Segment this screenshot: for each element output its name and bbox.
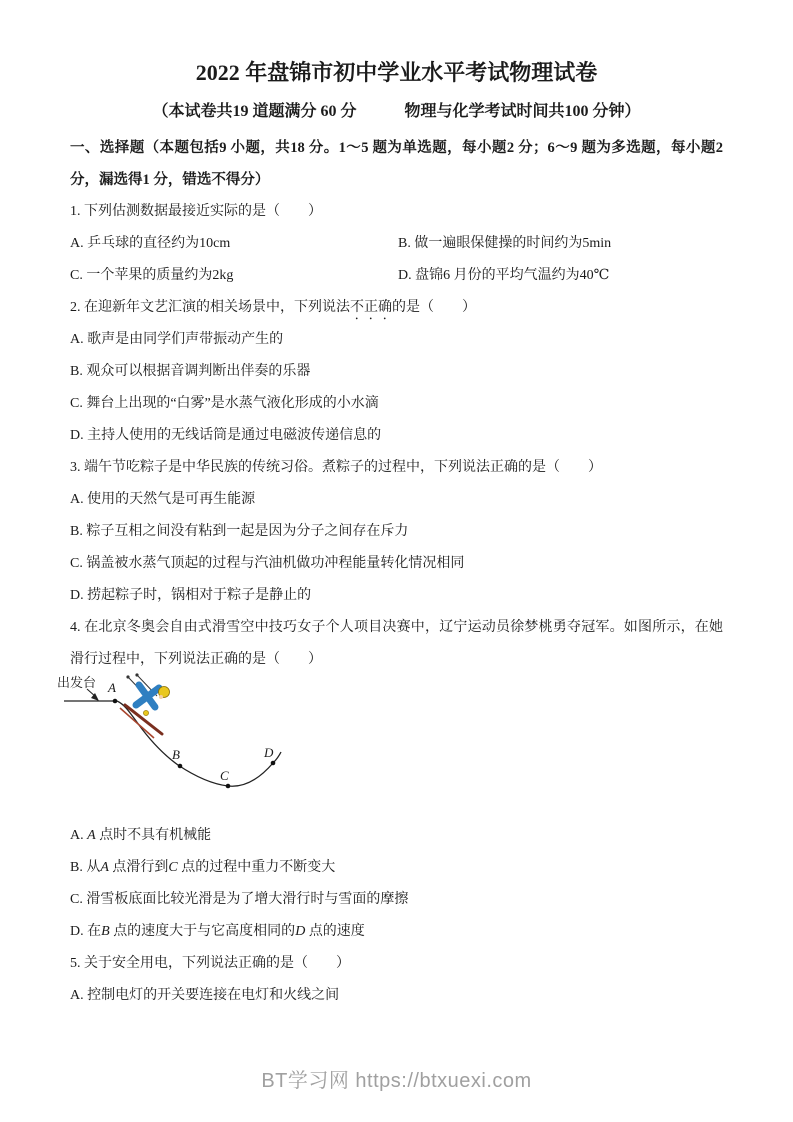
question-4-option-c: C. 滑雪板底面比较光滑是为了增大滑行时与雪面的摩擦 xyxy=(70,892,409,907)
question-2 xyxy=(70,292,723,452)
q4a-var-a: A xyxy=(87,828,96,843)
question-1-stem: 1. 下列估测数据最接近实际的是（ ） xyxy=(70,204,322,219)
question-2-option-a: A. 歌声是由同学们声带振动产生的 xyxy=(70,332,284,347)
point-d-label: D xyxy=(264,745,274,760)
ski-slope-diagram xyxy=(56,672,301,804)
point-c-dot xyxy=(226,784,231,789)
question-1-option-c: C. 一个苹果的质量约为2kg xyxy=(70,268,234,283)
ski-pole-2-tip xyxy=(135,673,138,676)
question-4-option-a xyxy=(70,820,723,852)
question-3-option-d: D. 捞起粽子时，锅相对于粽子是静止的 xyxy=(70,588,312,603)
platform-label: 出发台 xyxy=(57,675,97,690)
section-1-heading: 一、选择题（本题包括9 小题，共18 分。1～5 题为单选题，每小题2 分；6～9 题为多选题，每小题2 分，漏选得1 分，错选不得分） xyxy=(70,140,723,188)
q4d-text-2: 点的速度大于与它高度相同的 xyxy=(109,924,296,939)
question-3-option-c: C. 锅盖被水蒸气顶起的过程与汽油机做功冲程能量转化情况相同 xyxy=(70,556,465,571)
question-4-stem: 4. 在北京冬奥会自由式滑雪空中技巧女子个人项目决赛中，辽宁运动员徐梦桃勇夺冠军。如图所示，在她滑行过程中，下列说法正确的是（ ） xyxy=(70,620,723,667)
exam-subtitle: （本试卷共19 道题满分 60 分 物理与化学考试时间共100 分钟） xyxy=(152,103,641,120)
question-1-option-b: B. 做一遍眼保健操的时间约为5min xyxy=(398,236,612,251)
question-1-options-row-1 xyxy=(70,228,723,260)
skier-face xyxy=(159,695,163,699)
question-1-option-d: D. 盘锦6 月份的平均气温约为40℃ xyxy=(398,268,610,283)
question-3-option-b: B. 粽子互相之间没有粘到一起是因为分子之间存在斥力 xyxy=(70,524,409,539)
q4d-var-b: B xyxy=(101,924,110,939)
q4b-var-c: C xyxy=(168,860,178,875)
question-2-option-b: B. 观众可以根据音调判断出伴奏的乐器 xyxy=(70,364,311,379)
question-2-stem xyxy=(70,292,723,324)
q4d-text: D. 在 xyxy=(70,924,102,939)
watermark: BT学习网 https://btxuexi.com xyxy=(261,1070,532,1092)
question-4-option-d xyxy=(70,916,723,948)
question-2-stem-emphasis: 不正确 xyxy=(350,300,392,315)
question-2-stem-post: 的是（ ） xyxy=(392,300,476,315)
point-c-label: C xyxy=(220,768,229,783)
q4b-text-2: 点滑行到 xyxy=(108,860,169,875)
question-3-stem: 3. 端午节吃粽子是中华民族的传统习俗。煮粽子的过程中，下列说法正确的是（ ） xyxy=(70,460,602,475)
point-b-dot xyxy=(178,764,183,769)
q4a-text-2: 点时不具有机械能 xyxy=(95,828,212,843)
question-3 xyxy=(70,452,723,612)
slope-curve xyxy=(117,701,281,786)
question-1-options-row-2 xyxy=(70,260,723,292)
question-1 xyxy=(70,196,723,292)
page-title: 2022 年盘锦市初中学业水平考试物理试卷 xyxy=(195,60,598,85)
question-1-option-a: A. 乒乓球的直径约为10cm xyxy=(70,236,231,251)
point-a-dot xyxy=(113,699,118,704)
question-4-figure xyxy=(57,672,723,820)
question-2-stem-pre: 2. 在迎新年文艺汇演的相关场景中，下列说法 xyxy=(70,300,350,315)
ski-pole-1-tip xyxy=(126,675,129,678)
question-5-stem: 5. 关于安全用电，下列说法正确的是（ ） xyxy=(70,956,350,971)
q4b-text-3: 点的过程中重力不断变大 xyxy=(177,860,336,875)
question-2-option-d: D. 主持人使用的无线话筒是通过电磁波传递信息的 xyxy=(70,428,382,443)
q4b-var-a: A xyxy=(100,860,109,875)
point-a-label: A xyxy=(108,680,116,695)
skier-boot xyxy=(143,710,148,715)
q4a-text: A. xyxy=(70,828,88,843)
question-4-option-b xyxy=(70,852,723,884)
skier-icon xyxy=(120,673,170,738)
question-3-option-a: A. 使用的天然气是可再生能源 xyxy=(70,492,256,507)
point-b-label: B xyxy=(172,747,180,762)
q4d-text-3: 点的速度 xyxy=(305,924,365,939)
q4d-var-d: D xyxy=(295,924,306,939)
question-2-option-c: C. 舞台上出现的“白雾”是水蒸气液化形成的小水滴 xyxy=(70,396,379,411)
point-d-dot xyxy=(271,761,276,766)
question-5 xyxy=(70,948,723,1012)
question-5-option-a: A. 控制电灯的开关要连接在电灯和火线之间 xyxy=(70,988,340,1003)
q4b-text: B. 从 xyxy=(70,860,101,875)
question-4 xyxy=(57,612,723,948)
